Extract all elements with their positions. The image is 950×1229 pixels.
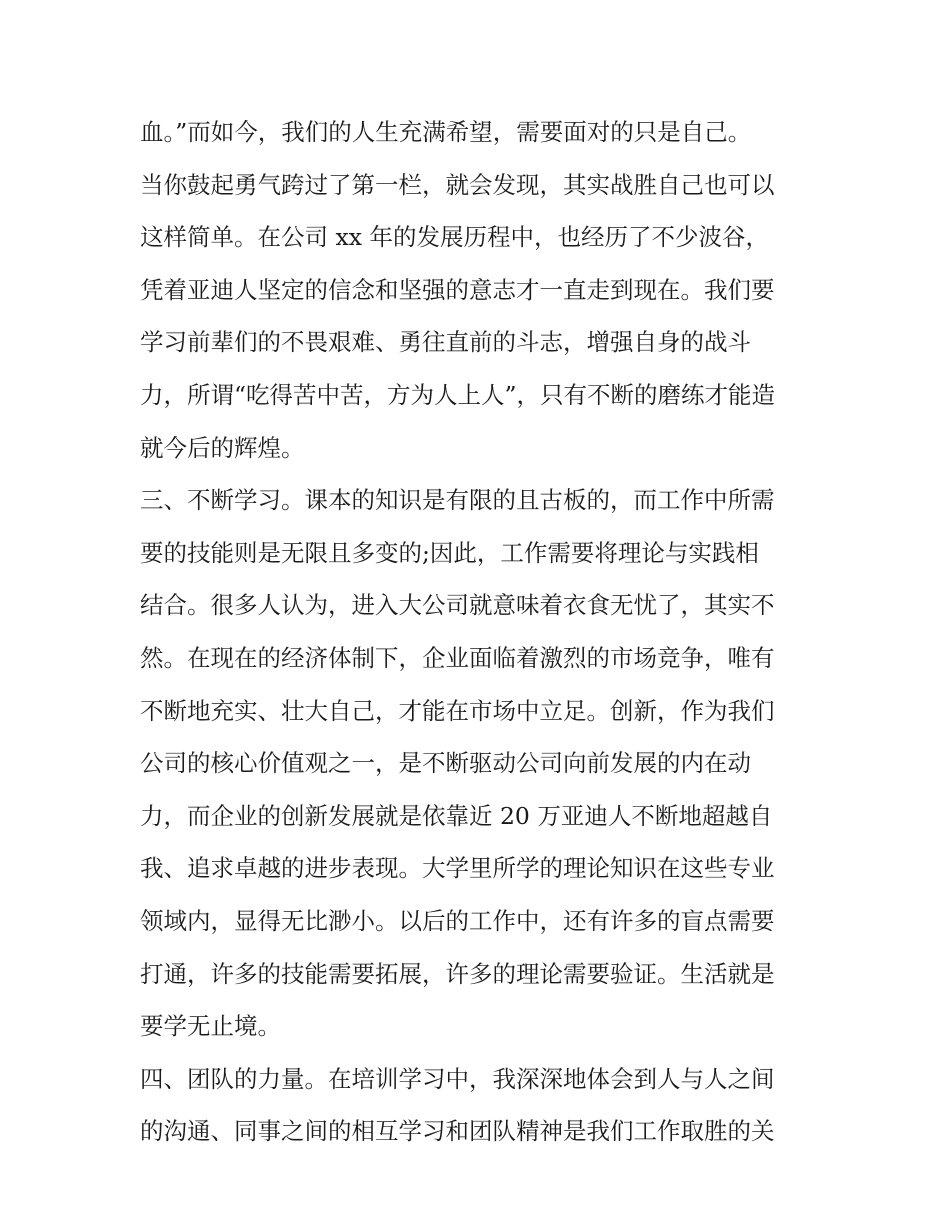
text-line: 血。”而如今，我们的人生充满希望，需要面对的只是自己。 <box>140 118 752 146</box>
text-line: 这样简单。在公司 xx 年的发展历程中，也经历了不少波谷， <box>140 223 769 252</box>
text-line: 要的技能则是无限且多变的;因此，工作需要将理论与实践相 <box>140 538 759 567</box>
text-line: 我、追求卓越的进步表现。大学里所学的理论知识在这些专业 <box>140 854 775 883</box>
text-line: 力，而企业的创新发展就是依靠近 20 万亚迪人不断地超越自 <box>140 801 773 830</box>
text-line: 当你鼓起勇气跨过了第一栏，就会发现，其实战胜自己也可以 <box>140 170 775 199</box>
text-line: 然。在现在的经济体制下，企业面临着激烈的市场竞争，唯有 <box>140 643 775 672</box>
body-text <box>140 106 820 1158</box>
text-line: 领域内，显得无比渺小。以后的工作中，还有许多的盲点需要 <box>140 906 775 935</box>
text-line: 结合。很多人认为，进入大公司就意味着衣食无忧了，其实不 <box>140 591 775 620</box>
text-line: 公司的核心价值观之一，是不断驱动公司向前发展的内在动 <box>140 749 751 778</box>
text-line: 就今后的辉煌。 <box>140 433 305 462</box>
text-line: 力，所谓“吃得苦中苦，方为人上人”，只有不断的磨练才能造 <box>140 380 776 409</box>
text-line: 打通，许多的技能需要拓展，许多的理论需要验证。生活就是 <box>140 959 775 988</box>
text-line: 不断地充实、壮大自己，才能在市场中立足。创新，作为我们 <box>140 696 775 725</box>
text-line: 的沟通、同事之间的相互学习和团队精神是我们工作取胜的关 <box>140 1117 775 1146</box>
text-line: 四、团队的力量。在培训学习中，我深深地体会到人与人之间 <box>140 1064 775 1093</box>
text-line: 要学无止境。 <box>140 1012 281 1041</box>
text-line: 凭着亚迪人坚定的信念和坚强的意志才一直走到现在。我们要 <box>140 275 775 304</box>
text-line: 三、不断学习。课本的知识是有限的且古板的，而工作中所需 <box>140 486 775 515</box>
text-line: 学习前辈们的不畏艰难、勇往直前的斗志，增强自身的战斗 <box>140 328 751 357</box>
